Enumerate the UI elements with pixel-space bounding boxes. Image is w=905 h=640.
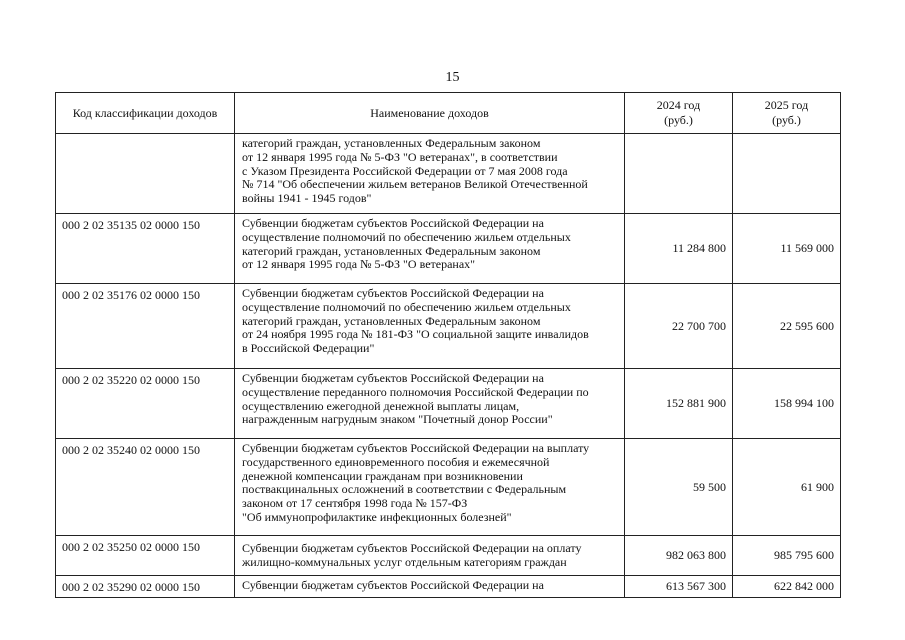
- revenue-code-cell: 000 2 02 35176 02 0000 150: [56, 284, 235, 369]
- revenue-name-line: Субвенции бюджетам субъектов Российской Федерации на оплату: [242, 541, 582, 555]
- revenue-table: [55, 92, 841, 598]
- header-year-2025: [733, 93, 841, 134]
- revenue-name-line: от 12 января 1995 года № 5-ФЗ "О ветеранах": [242, 257, 476, 272]
- header-year-2024: [625, 93, 733, 134]
- revenue-name-line: Субвенции бюджетам субъектов Российской Федерации на: [242, 578, 544, 592]
- header-year-2025-label: 2025 год: [764, 98, 809, 112]
- revenue-name-cell: [235, 369, 625, 439]
- amount-2025-cell: 11 569 000: [733, 214, 841, 284]
- revenue-name-line: законом от 17 сентября 1998 года № 157-ФЗ: [242, 496, 468, 511]
- amount-2024-cell: 982 063 800: [625, 536, 733, 576]
- page-number: 15: [445, 70, 460, 85]
- revenue-name-line: осуществлению ежегодной денежной выплаты лицам,: [242, 398, 520, 413]
- amount-2024-cell: 59 500: [625, 439, 733, 536]
- revenue-name-line: награжденным нагрудным знаком "Почетный донор России": [242, 412, 553, 427]
- revenue-name-line: с Указом Президента Российской Федерации от 7 мая 2008 года: [242, 163, 568, 178]
- header-year-2025-unit: (руб.): [772, 113, 801, 127]
- table-row: [56, 576, 841, 598]
- revenue-name-cell: [235, 576, 625, 598]
- amount-2024-cell: 22 700 700: [625, 284, 733, 369]
- header-name: Наименование доходов: [235, 93, 625, 134]
- revenue-name-line: войны 1941 - 1945 годов": [242, 191, 372, 206]
- revenue-code-cell: 000 2 02 35250 02 0000 150: [56, 536, 235, 576]
- amount-2025-cell: 158 994 100: [733, 369, 841, 439]
- amount-2024-cell: [625, 134, 733, 214]
- table-row: [56, 536, 841, 576]
- revenue-name-line: категорий граждан, установленных Федеральным законом: [242, 136, 541, 150]
- revenue-name-line: в Российской Федерации": [242, 341, 375, 356]
- revenue-name-line: Субвенции бюджетам субъектов Российской Федерации на: [242, 371, 544, 385]
- amount-2025-cell: 622 842 000: [733, 576, 841, 598]
- revenue-name-line: Субвенции бюджетам субъектов Российской Федерации на: [242, 216, 544, 230]
- table-body: [56, 134, 841, 598]
- revenue-code-cell: 000 2 02 35240 02 0000 150: [56, 439, 235, 536]
- revenue-name-line: денежной компенсации гражданам при возникновении: [242, 468, 523, 483]
- revenue-code-cell: 000 2 02 35290 02 0000 150: [56, 576, 235, 598]
- revenue-name-line: от 12 января 1995 года № 5-ФЗ "О ветеранах", в соответствии: [242, 149, 558, 164]
- table-row: [56, 214, 841, 284]
- revenue-name-line: государственного единовременного пособия и ежемесячной: [242, 454, 550, 469]
- revenue-name-line: осуществление полномочий по обеспечению жильем отдельных: [242, 229, 571, 244]
- revenue-name-line: жилищно-коммунальных услуг отдельным категориям граждан: [242, 554, 567, 569]
- revenue-name-line: от 24 ноября 1995 года № 181-ФЗ "О социальной защите инвалидов: [242, 327, 589, 342]
- amount-2024-cell: 152 881 900: [625, 369, 733, 439]
- amount-2024-cell: 613 567 300: [625, 576, 733, 598]
- revenue-name-line: категорий граждан, установленных Федеральным законом: [242, 243, 541, 258]
- revenue-name-cell: [235, 284, 625, 369]
- revenue-name-line: поствакцинальных осложнений в соответствии с Федеральным: [242, 482, 567, 497]
- revenue-name-line: Субвенции бюджетам субъектов Российской Федерации на: [242, 286, 544, 300]
- revenue-name-line: № 714 "Об обеспечении жильем ветеранов Великой Отечественной: [242, 177, 588, 192]
- header-year-2024-label: 2024 год: [656, 98, 701, 112]
- revenue-name-cell: [235, 536, 625, 576]
- table-row: [56, 369, 841, 439]
- amount-2025-cell: 61 900: [733, 439, 841, 536]
- revenue-name-cell: [235, 439, 625, 536]
- amount-2024-cell: 11 284 800: [625, 214, 733, 284]
- table-row: [56, 134, 841, 214]
- revenue-code-cell: 000 2 02 35135 02 0000 150: [56, 214, 235, 284]
- revenue-name-line: осуществление переданного полномочия Российской Федерации по: [242, 384, 589, 399]
- table-row: [56, 439, 841, 536]
- table-header-row: [56, 93, 841, 134]
- revenue-name-line: Субвенции бюджетам субъектов Российской Федерации на выплату: [242, 441, 590, 455]
- header-year-2024-unit: (руб.): [664, 113, 693, 127]
- revenue-code-cell: [56, 134, 235, 214]
- revenue-name-line: осуществление полномочий по обеспечению жильем отдельных: [242, 299, 571, 314]
- revenue-name-cell: [235, 134, 625, 214]
- revenue-name-cell: [235, 214, 625, 284]
- amount-2025-cell: 22 595 600: [733, 284, 841, 369]
- revenue-code-cell: 000 2 02 35220 02 0000 150: [56, 369, 235, 439]
- revenue-name-line: "Об иммунопрофилактике инфекционных болезней": [242, 509, 512, 524]
- amount-2025-cell: 985 795 600: [733, 536, 841, 576]
- table-row: [56, 284, 841, 369]
- header-code: Код классификации доходов: [56, 93, 235, 134]
- amount-2025-cell: [733, 134, 841, 214]
- revenue-name-line: категорий граждан, установленных Федеральным законом: [242, 313, 541, 328]
